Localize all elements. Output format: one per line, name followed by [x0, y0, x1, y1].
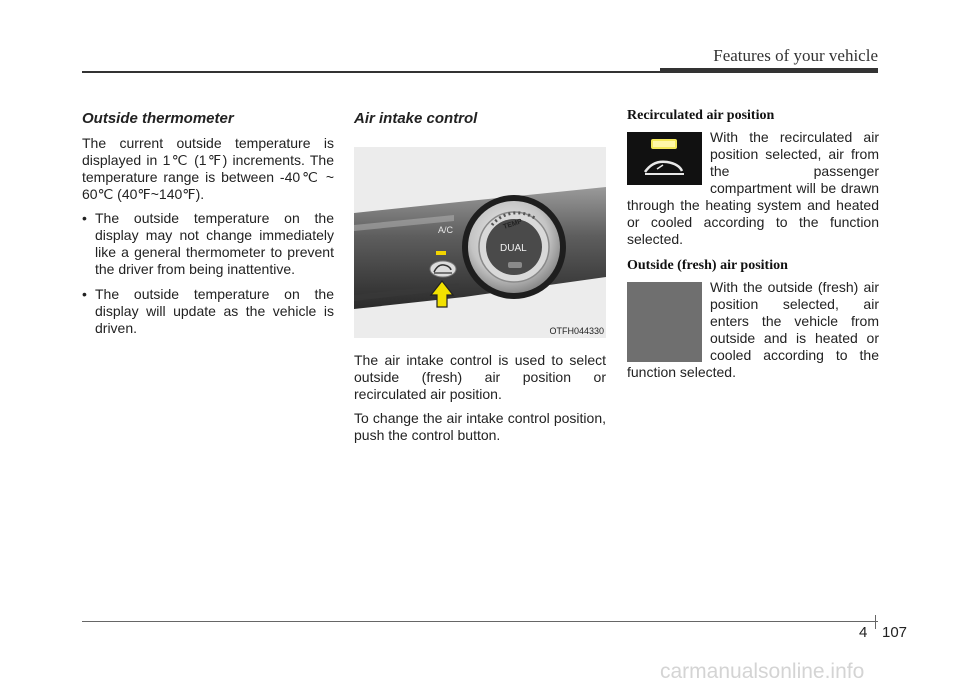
air-intake-paragraph: The air intake control is used to select outside (fresh) air position or recirculated air position. [354, 352, 606, 402]
page-number-divider [875, 615, 876, 629]
page-header-title: Features of your vehicle [713, 46, 878, 65]
footer-rule [82, 621, 878, 622]
outside-air-heading: Outside (fresh) air position [627, 258, 788, 273]
outside-air-text: With the outside (fresh) air position selected, air enters the vehicle from outside and is heated or cooled according to the function selected. [627, 279, 879, 380]
chapter-number: 4 [859, 624, 868, 641]
figure-code: OTFH044330 [549, 326, 604, 336]
watermark-text: carmanualsonline.info [660, 660, 865, 683]
column-air-intake-control [354, 108, 606, 451]
air-intake-control-figure [354, 147, 606, 338]
recirculated-air-block [627, 129, 879, 248]
recirculated-air-button-image [627, 132, 702, 185]
air-intake-paragraph: To change the air intake control position, push the control button. [354, 410, 606, 443]
climate-control-panel-illustration [354, 147, 606, 338]
page-number: 107 [882, 624, 908, 641]
header-rule-thin [82, 71, 660, 73]
bullet-item: • The outside temperature on the display may not change immediately like a general thermometer to prevent the driver from being inattentive. [82, 210, 334, 278]
bullet-item: • The outside temperature on the display will update as the vehicle is driven. [82, 286, 334, 337]
section-heading-air-intake-control: Air intake control [354, 110, 478, 127]
indicator-light-icon [436, 251, 446, 255]
section-heading-outside-thermometer: Outside thermometer [82, 110, 234, 127]
ac-label: A/C [438, 225, 454, 235]
column-outside-thermometer [82, 108, 334, 345]
temp-label: TEMP [502, 218, 524, 231]
outside-air-button-image [627, 282, 702, 362]
thermometer-paragraph: The current outside temperature is displayed in 1℃ (1℉) increments. The temperature range is between -40℃ ~ 60℃ (40℉~140℉). [82, 135, 334, 202]
recirculation-button-icon[interactable] [430, 261, 456, 277]
recirculated-air-heading: Recirculated air position [627, 108, 775, 123]
recirculated-air-text: With the recirculated air position selected, air from the passenger compartment will be drawn through the heating system and heated or cooled according to the function selected. [627, 129, 879, 247]
outside-air-block [627, 279, 879, 381]
column-air-positions [627, 108, 879, 391]
dual-label: DUAL [500, 243, 527, 254]
header-rule-thick [660, 68, 878, 73]
recirculation-icon [627, 132, 702, 185]
thermometer-bullets [82, 210, 334, 337]
